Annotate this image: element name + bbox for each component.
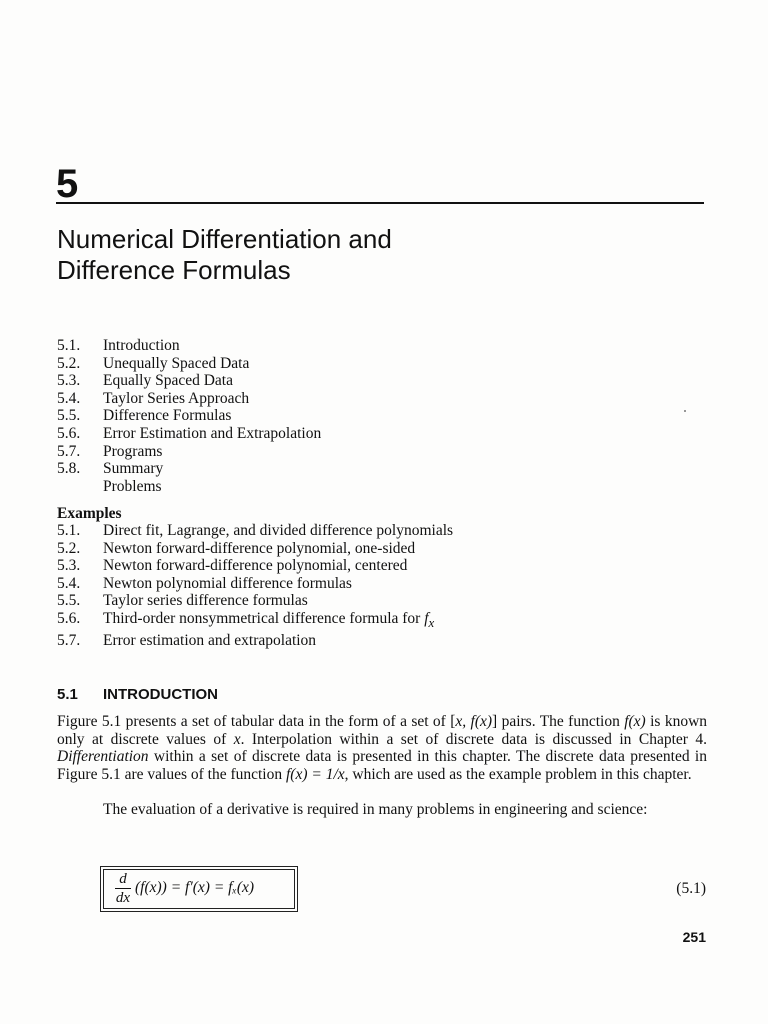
text-run: , which are used as the example problem in this chapter. bbox=[344, 765, 692, 783]
toc-item-label: Taylor Series Approach bbox=[103, 389, 250, 407]
toc-item-label: Introduction bbox=[103, 337, 180, 354]
equation-body: (f(x)) = f′(x) = fₓ(x) bbox=[135, 879, 255, 896]
examples-heading: Examples bbox=[57, 505, 122, 522]
toc-item-number: 5.3. bbox=[57, 372, 81, 390]
chapter-number: 5 bbox=[56, 162, 79, 206]
chapter-rule bbox=[56, 202, 704, 204]
text-run: within a set of discrete data is presented in this chapter. The discrete data presented in Figure 5.1 are values of the function bbox=[57, 748, 707, 783]
example-label bbox=[103, 610, 434, 632]
toc-item bbox=[57, 478, 697, 496]
examples-list bbox=[57, 522, 697, 649]
example-label: Error estimation and extrapolation bbox=[103, 631, 317, 649]
paragraph-text: The evaluation of a derivative is required in many problems in engineering and science: bbox=[103, 801, 648, 818]
scan-speck bbox=[684, 410, 686, 412]
toc-item bbox=[57, 407, 697, 425]
toc-item bbox=[57, 460, 697, 478]
math-run: f(x) = 1/x bbox=[286, 765, 345, 783]
chapter-title bbox=[57, 224, 697, 286]
example-label: Taylor series difference formulas bbox=[103, 592, 308, 610]
page-number: 251 bbox=[682, 929, 706, 945]
text-run: . Interpolation within a set of discrete data is discussed in Chapter 4. bbox=[240, 730, 707, 748]
body-paragraph bbox=[57, 713, 707, 783]
toc-item bbox=[57, 425, 697, 443]
example-label: Direct fit, Lagrange, and divided difference polynomials bbox=[103, 522, 454, 539]
emphasis-run: Differentiation bbox=[57, 748, 149, 766]
body-paragraph bbox=[57, 801, 707, 819]
example-item bbox=[57, 575, 697, 593]
example-label-symbol: f bbox=[424, 609, 429, 627]
example-label-text: Third-order nonsymmetrical difference formula for bbox=[103, 609, 421, 627]
example-number: 5.6. bbox=[57, 609, 81, 627]
toc-item-number: 5.6. bbox=[57, 424, 81, 442]
example-label-subscript: x bbox=[428, 615, 435, 631]
chapter-title-line-1: Numerical Differentiation and bbox=[57, 224, 392, 254]
toc-item bbox=[57, 372, 697, 390]
toc-item-label: Unequally Spaced Data bbox=[103, 354, 250, 372]
toc-item-label: Programs bbox=[103, 442, 163, 460]
section-title: INTRODUCTION bbox=[103, 686, 218, 703]
toc-item-number: 5.8. bbox=[57, 460, 81, 478]
equation-denominator: dx bbox=[115, 890, 131, 906]
toc-item-number: 5.7. bbox=[57, 442, 81, 460]
toc-item-label: Problems bbox=[103, 477, 162, 495]
example-number: 5.2. bbox=[57, 539, 81, 557]
example-number: 5.7. bbox=[57, 631, 81, 649]
section-heading bbox=[57, 686, 218, 704]
example-item bbox=[57, 540, 697, 558]
example-label: Newton forward-difference polynomial, one-sided bbox=[103, 539, 416, 557]
toc-item bbox=[57, 390, 697, 408]
equation-fraction bbox=[115, 871, 131, 906]
toc-item-number: 5.4. bbox=[57, 389, 81, 407]
example-number: 5.5. bbox=[57, 592, 81, 610]
chapter-title-line-2: Difference Formulas bbox=[57, 255, 291, 285]
example-item bbox=[57, 522, 697, 540]
example-number: 5.3. bbox=[57, 557, 81, 575]
table-of-contents bbox=[57, 337, 697, 495]
example-item bbox=[57, 592, 697, 610]
fraction-bar bbox=[115, 888, 131, 889]
example-number: 5.1. bbox=[57, 522, 81, 539]
math-run: f(x) bbox=[624, 713, 646, 730]
toc-item-number bbox=[57, 478, 103, 496]
toc-item bbox=[57, 355, 697, 373]
toc-item-label: Summary bbox=[103, 460, 164, 478]
example-label: Newton forward-difference polynomial, centered bbox=[103, 557, 408, 575]
example-item bbox=[57, 632, 697, 650]
equation-number: (5.1) bbox=[676, 880, 706, 897]
toc-item-number: 5.2. bbox=[57, 354, 81, 372]
example-item bbox=[57, 610, 697, 632]
text-run: ] pairs. The function bbox=[492, 713, 625, 730]
toc-item-number: 5.5. bbox=[57, 407, 81, 425]
equation-box bbox=[100, 866, 298, 912]
toc-item-label: Equally Spaced Data bbox=[103, 372, 233, 390]
text-run: Figure 5.1 presents a set of tabular data in the form of a set of [ bbox=[57, 713, 456, 730]
toc-item-label: Error Estimation and Extrapolation bbox=[103, 424, 322, 442]
math-run: x, f(x) bbox=[455, 713, 493, 730]
example-number: 5.4. bbox=[57, 574, 81, 592]
toc-item bbox=[57, 337, 697, 355]
equation-numerator: d bbox=[119, 871, 127, 887]
example-item bbox=[57, 557, 697, 575]
section-number: 5.1 bbox=[57, 686, 78, 703]
toc-item-number: 5.1. bbox=[57, 337, 81, 354]
toc-item bbox=[57, 443, 697, 461]
toc-item-label: Difference Formulas bbox=[103, 407, 232, 425]
text-run: is known only at discrete values of bbox=[57, 713, 708, 748]
example-label: Newton polynomial difference formulas bbox=[103, 574, 352, 592]
math-run: x bbox=[233, 730, 241, 748]
